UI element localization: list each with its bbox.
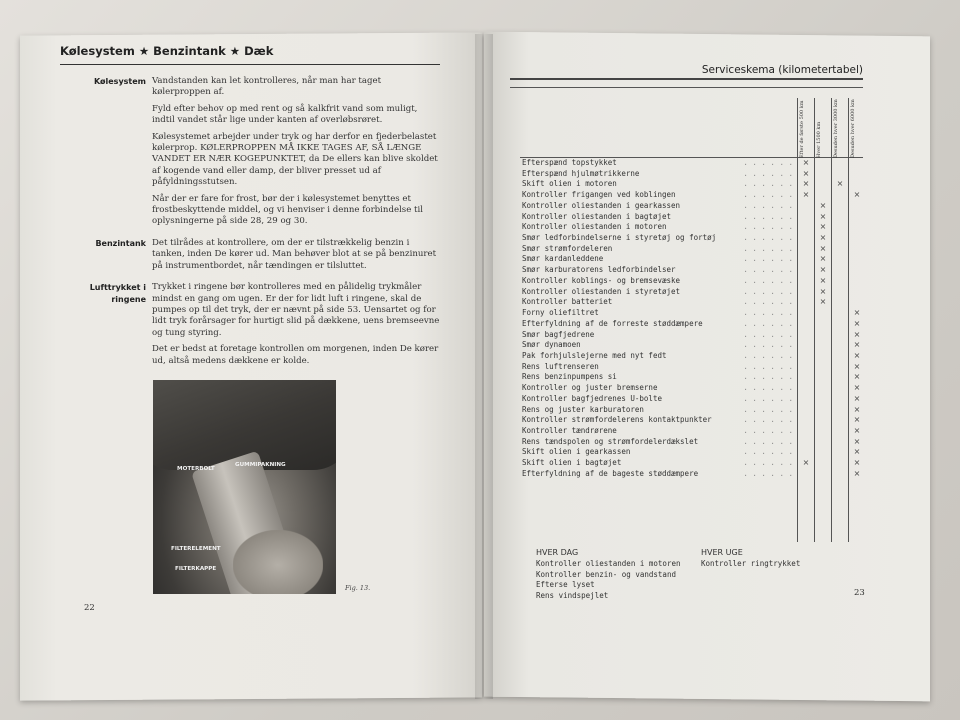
check-mark-icon: × xyxy=(802,158,810,167)
photo-label: FILTERKAPPE xyxy=(175,566,217,572)
row-label: Pak forhjulslejerne med nyt fedt xyxy=(522,350,667,360)
paragraph: Vandstanden kan let kontrolleres, når man har taget kølerproppen af. xyxy=(152,76,382,98)
row-label: Skift olien i bagtøjet xyxy=(522,458,622,468)
leader-dots: . . . . . . xyxy=(743,222,793,232)
section-kolesystem xyxy=(60,76,440,233)
check-mark-icon: × xyxy=(853,340,861,350)
photo-label: GUMMIPAKNING xyxy=(235,462,286,468)
check-mark-icon: × xyxy=(853,447,861,457)
table-row xyxy=(520,469,863,480)
left-page-body xyxy=(60,76,440,377)
table-row xyxy=(520,362,863,373)
leader-dots: . . . . . . xyxy=(743,233,793,243)
table-row xyxy=(520,265,863,276)
leader-dots: . . . . . . xyxy=(743,415,793,425)
row-label: Kontroller oliestanden i gearkassen xyxy=(522,200,681,210)
column-divider xyxy=(848,98,849,542)
header-rule xyxy=(510,87,863,88)
hver-uge-list xyxy=(701,548,866,602)
table-row xyxy=(520,212,863,223)
paragraph: Det tilrådes at kontrollere, om der er tilstrækkelig benzin i tanken, inden De kører ud. Man behøver blot at se på benzinuret på instrumentbordet, når tændingen er tilsluttet. xyxy=(152,237,437,271)
paragraph: Fyld efter behov op med rent og så kalkfrit vand som muligt, indtil vandet står lige under kanten af overløbsrøret. xyxy=(152,103,418,126)
row-label: Kontroller oliestanden i styretøjet xyxy=(522,286,681,296)
row-label: Smør dynamoen xyxy=(522,340,581,350)
page-number: 22 xyxy=(84,603,95,613)
row-label: Kontroller tændrørene xyxy=(522,425,617,435)
side-label: Kølesystem xyxy=(93,77,146,86)
table-row xyxy=(520,437,863,448)
check-mark-icon: × xyxy=(853,329,861,339)
column-header: Desuden hver 3000 km xyxy=(833,99,839,158)
paragraph: Trykket i ringene bør kontrolleres med en pålidelig trykmåler mindst en gang om ugen. Er der for lidt luft i ringene, skal de pumpes op til det tryk, der er nævnt på side 53. Uensartet og for lidt tryk forårsager for hurtigt slid på dækkene, uens bremseevne og tung styring. xyxy=(152,282,440,338)
photo-label: MOTERBOLT xyxy=(177,466,215,472)
booklet-spine xyxy=(475,34,493,699)
check-mark-icon: × xyxy=(802,190,810,200)
leader-dots: . . . . . . xyxy=(743,393,793,403)
table-row xyxy=(520,190,863,201)
column-header: Efter de første 500 km xyxy=(799,100,805,158)
leader-dots: . . . . . . xyxy=(743,243,793,253)
row-label: Kontroller bagfjedrenes U-bolte xyxy=(522,393,662,403)
row-label: Efterfyldning af de bageste støddæmpere xyxy=(522,468,699,478)
leader-dots: . . . . . . xyxy=(743,200,793,210)
header-rule xyxy=(60,64,440,65)
check-mark-icon: × xyxy=(819,286,827,296)
list-item: Kontroller ringtrykket xyxy=(701,558,801,568)
table-row xyxy=(520,426,863,437)
right-page-header: Serviceskema (kilometertabel) xyxy=(701,64,863,76)
row-label: Rens og juster karburatoren xyxy=(522,404,644,414)
leader-dots: . . . . . . xyxy=(743,383,793,393)
table-row xyxy=(520,351,863,362)
leader-dots: . . . . . . xyxy=(743,372,793,382)
check-mark-icon: × xyxy=(819,275,827,285)
table-row xyxy=(520,179,863,190)
page-number: 23 xyxy=(854,588,865,598)
check-mark-icon: × xyxy=(853,468,861,478)
leader-dots: . . . . . . xyxy=(743,190,793,200)
list-item: Kontroller benzin- og vandstand xyxy=(536,569,676,579)
list-item: Rens vindspejlet xyxy=(536,591,609,601)
row-label: Kontroller oliestanden i bagtøjet xyxy=(522,211,672,221)
table-row xyxy=(520,319,863,330)
table-row xyxy=(520,308,863,319)
service-schedule-table xyxy=(520,98,863,480)
leader-dots: . . . . . . xyxy=(743,468,793,478)
table-row xyxy=(520,383,863,394)
row-label: Kontroller strømfordelerens kontaktpunkter xyxy=(522,415,712,425)
leader-dots: . . . . . . xyxy=(743,211,793,221)
leader-dots: . . . . . . xyxy=(743,447,793,457)
section-benzintank xyxy=(60,238,440,277)
check-mark-icon: × xyxy=(853,404,861,414)
row-label: Forny oliefiltret xyxy=(522,308,599,318)
check-mark-icon: × xyxy=(802,168,810,178)
leader-dots: . . . . . . xyxy=(743,340,793,350)
periodic-checks xyxy=(536,548,866,602)
leader-dots: . . . . . . xyxy=(743,425,793,435)
check-mark-icon: × xyxy=(819,297,827,307)
table-row xyxy=(520,276,863,287)
table-row xyxy=(520,340,863,351)
list-title: HVER UGE xyxy=(701,548,743,557)
check-mark-icon: × xyxy=(819,265,827,275)
check-mark-icon: × xyxy=(853,372,861,382)
row-label: Kontroller oliestanden i motoren xyxy=(522,222,667,232)
check-mark-icon: × xyxy=(853,393,861,403)
paragraph: Når der er fare for frost, bør der i kølesystemet benyttes et frostbeskyttende middel, og vi henviser i denne forbindelse til oplysningerne på side 28, 29 og 30. xyxy=(152,193,423,227)
table-row xyxy=(520,287,863,298)
check-mark-icon: × xyxy=(802,458,810,468)
check-mark-icon: × xyxy=(819,243,827,253)
table-row xyxy=(520,330,863,341)
left-page-header: Kølesystem ★ Benzintank ★ Dæk xyxy=(60,44,274,58)
check-mark-icon: × xyxy=(819,233,827,243)
table-row xyxy=(520,244,863,255)
column-divider xyxy=(831,98,832,542)
table-row xyxy=(520,297,863,308)
leader-dots: . . . . . . xyxy=(743,350,793,360)
row-label: Rens luftrenseren xyxy=(522,361,599,371)
photo-label: FILTERELEMENT xyxy=(171,546,221,552)
oil-filter-photo xyxy=(153,380,336,594)
row-label: Smør kardanleddene xyxy=(522,254,604,264)
table-row xyxy=(520,233,863,244)
leader-dots: . . . . . . xyxy=(743,404,793,414)
list-item: Kontroller oliestanden i motoren xyxy=(536,558,681,568)
table-row xyxy=(520,372,863,383)
row-label: Kontroller og juster bremserne xyxy=(522,383,658,393)
row-label: Kontroller frigangen ved koblingen xyxy=(522,190,676,200)
side-label: Lufttrykket i ringene xyxy=(89,283,146,304)
table-row xyxy=(520,158,863,169)
row-label: Skift olien i gearkassen xyxy=(522,447,631,457)
paragraph: Kølesystemet arbejder under tryk og har derfor en fjederbelastet kølerprop. KØLERPROPPEN MÅ IKKE TAGES AF, SÅ LÆNGE VANDET ER NÆR KOGEPUNKTET, da De ellers kan blive skoldet af kogende vand eller damp, der bliver presset ud af påfyldningsstutsen. xyxy=(152,131,438,188)
list-item: Efterse lyset xyxy=(536,580,595,590)
check-mark-icon: × xyxy=(853,308,861,318)
leader-dots: . . . . . . xyxy=(743,158,793,167)
hand xyxy=(233,530,323,594)
check-mark-icon: × xyxy=(853,425,861,435)
column-header: Hver 1500 km xyxy=(816,121,822,158)
side-label: Benzintank xyxy=(95,238,146,248)
row-label: Smør ledforbindelserne i styretøj og fortøj xyxy=(522,233,717,243)
table-row xyxy=(520,447,863,458)
table-header xyxy=(520,98,863,158)
table-row xyxy=(520,394,863,405)
section-lufttrykket xyxy=(60,282,440,372)
table-row xyxy=(520,254,863,265)
check-mark-icon: × xyxy=(853,361,861,371)
row-label: Efterfyldning af de forreste støddæmpere xyxy=(522,318,703,328)
check-mark-icon: × xyxy=(853,383,861,393)
figure-caption: Fig. 13. xyxy=(345,584,371,592)
row-label: Smør bagfjedrene xyxy=(522,329,595,339)
leader-dots: . . . . . . xyxy=(743,329,793,339)
table-row xyxy=(520,169,863,180)
check-mark-icon: × xyxy=(853,190,861,200)
check-mark-icon: × xyxy=(853,415,861,425)
leader-dots: . . . . . . xyxy=(743,254,793,264)
row-label: Smør strømfordeleren xyxy=(522,243,613,253)
table-row xyxy=(520,405,863,416)
row-label: Rens tændspolen og strømfordelerdækslet xyxy=(522,436,699,446)
leader-dots: . . . . . . xyxy=(743,275,793,285)
check-mark-icon: × xyxy=(802,179,810,189)
list-title: HVER DAG xyxy=(536,548,579,557)
header-rule xyxy=(510,78,863,80)
check-mark-icon: × xyxy=(819,222,827,232)
table-row xyxy=(520,458,863,469)
check-mark-icon: × xyxy=(836,179,844,189)
hver-dag-list xyxy=(536,548,701,602)
leader-dots: . . . . . . xyxy=(743,318,793,328)
leader-dots: . . . . . . xyxy=(743,297,793,307)
check-mark-icon: × xyxy=(819,254,827,264)
leader-dots: . . . . . . xyxy=(743,308,793,318)
row-label: Rens benzinpumpens si xyxy=(522,372,617,382)
check-mark-icon: × xyxy=(853,350,861,360)
leader-dots: . . . . . . xyxy=(743,436,793,446)
check-mark-icon: × xyxy=(819,211,827,221)
table-body xyxy=(520,158,863,480)
leader-dots: . . . . . . xyxy=(743,168,793,178)
column-divider xyxy=(814,98,815,542)
check-mark-icon: × xyxy=(853,436,861,446)
check-mark-icon: × xyxy=(853,458,861,468)
check-mark-icon: × xyxy=(819,200,827,210)
row-label: Kontroller batteriet xyxy=(522,297,613,307)
column-divider xyxy=(797,98,798,542)
table-row xyxy=(520,201,863,212)
table-row xyxy=(520,222,863,233)
table-row xyxy=(520,415,863,426)
check-mark-icon: × xyxy=(853,318,861,328)
row-label: Efterspænd hjulmøtrikkerne xyxy=(522,168,640,178)
paragraph: Det er bedst at foretage kontrollen om morgenen, inden De kører ud, altså medens dækkene er kolde. xyxy=(152,344,439,366)
row-label: Kontroller koblings- og bremsevæske xyxy=(522,275,681,285)
row-label: Smør karburatorens ledforbindelser xyxy=(522,265,676,275)
row-label: Skift olien i motoren xyxy=(522,179,617,189)
leader-dots: . . . . . . xyxy=(743,265,793,275)
leader-dots: . . . . . . xyxy=(743,286,793,296)
leader-dots: . . . . . . xyxy=(743,458,793,468)
leader-dots: . . . . . . xyxy=(743,361,793,371)
row-label: Efterspænd topstykket xyxy=(522,158,617,167)
leader-dots: . . . . . . xyxy=(743,179,793,189)
column-header: Desuden hver 6000 km xyxy=(850,99,856,158)
